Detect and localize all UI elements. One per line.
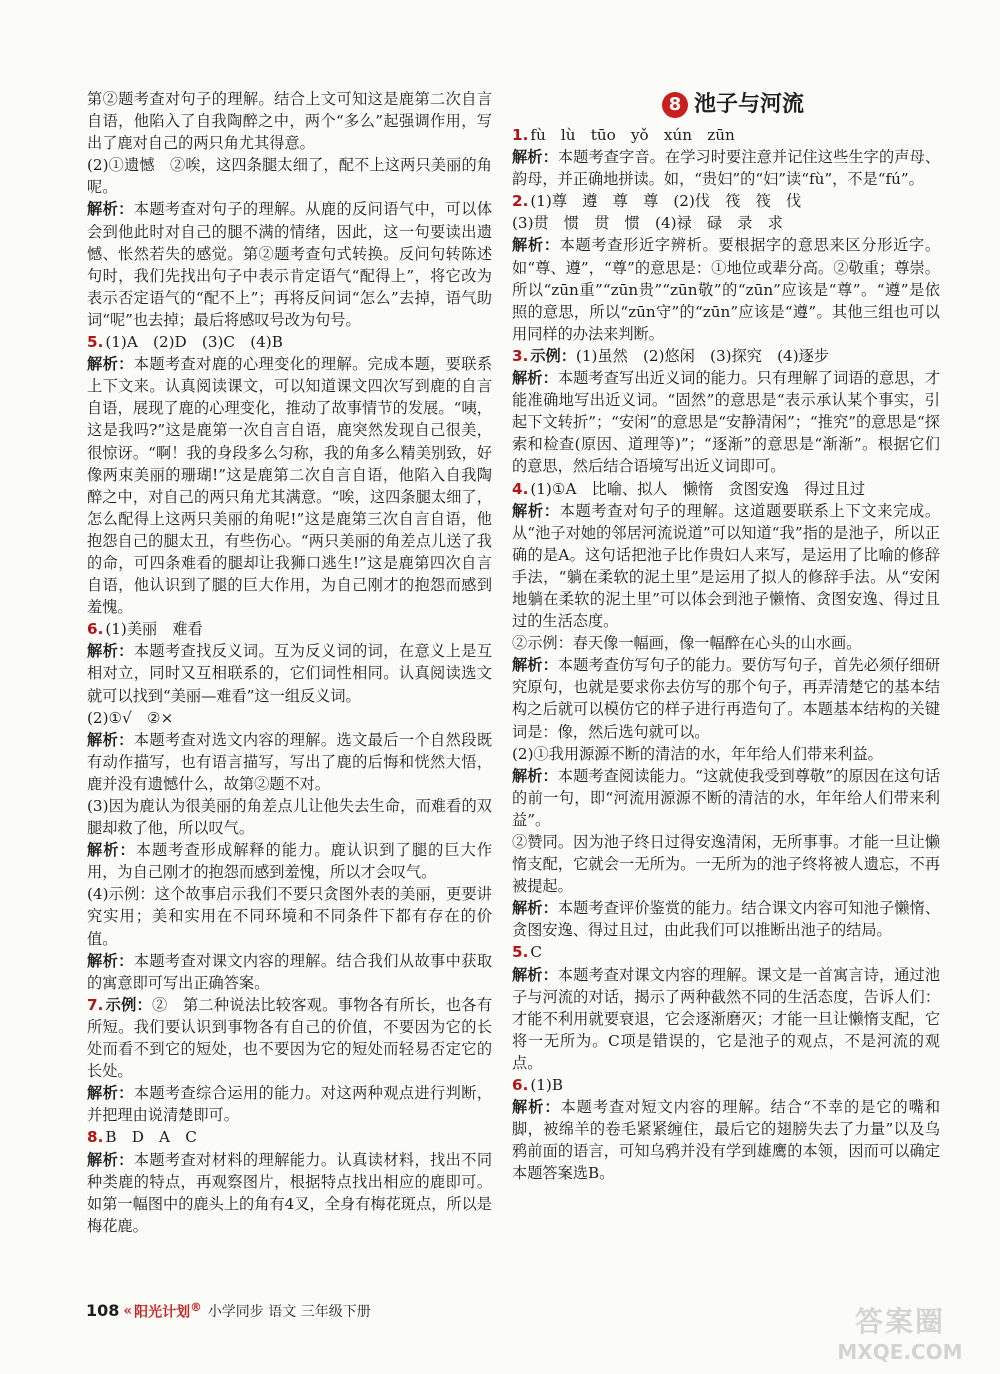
answer-text: fù lù tūo yǒ xún zūn xyxy=(530,126,735,144)
answer-text: (3)因为鹿认为很美丽的角差点儿让他失去生命，而难看的双腿却救了他，所以叹气。 xyxy=(87,797,492,838)
answer-label: 解析： xyxy=(87,951,134,970)
answer-text: 本题考查对课文内容的理解。结合我们从故事中获取的寓意即可写出正确答案。 xyxy=(87,951,493,992)
watermark-logo xyxy=(820,1300,980,1364)
question-number: 1. xyxy=(512,126,529,144)
answer-paragraph xyxy=(512,478,940,500)
answer-paragraph xyxy=(512,190,940,212)
answer-paragraph xyxy=(512,654,940,742)
answer-text: (2)①√ ②× xyxy=(87,708,174,727)
answer-label: 示例： xyxy=(105,995,153,1014)
question-number: 4. xyxy=(512,479,529,498)
answer-label: 解析： xyxy=(87,200,134,219)
answer-text: 本题考查对鹿的心理变化的理解。完成本题，要联系上下文来。认真阅读课文，可以知道课文四次写到鹿的自言自语，展现了鹿的心理变化，推动了故事情节的发展。“咦，这是我吗?”这是鹿第一次自言自语，鹿突然发现自己很美，很惊讶。“啊！我的身段多么匀称，我的角多么精美别致，好像两束美丽的珊瑚!”这是鹿第二次自言自语，他陷入自我陶醉之中，对自己的两只角尤其满意。“唉，这四条腿太细了，怎么配得上这两只美丽的角呢!”这是鹿第三次自言自语，他抱怨自己的腿太丑，有些伤心。“两只美丽的角差点儿送了我的命，可四条难看的腿却让我狮口逃生!”这是鹿第四次自言自语，他认识到了腿的巨大作用，为自己刚才的抱怨而感到羞愧。 xyxy=(87,355,493,617)
answer-text: (4)示例：这个故事启示我们不要只贪图外表的美丽，更要讲究实用；美和实用在不同环境和不同条件下都有存在的价值。 xyxy=(87,885,492,948)
question-number: 6. xyxy=(512,1076,529,1095)
answer-paragraph xyxy=(512,234,940,344)
answer-text: ②赞同。因为池子终日过得安逸清闲，无所事事。才能一旦让懒惰支配，它就会一无所为。一无所为的池子终将被人遗忘，不再被提起。 xyxy=(512,833,940,896)
answer-text: (1)A (2)D (3)C (4)B xyxy=(105,333,283,352)
section-number-badge: 8 xyxy=(662,92,688,118)
answer-paragraph xyxy=(512,765,940,831)
answer-label: 解析： xyxy=(87,1084,134,1103)
answer-text: B D A C xyxy=(105,1128,197,1147)
answer-label: 解析： xyxy=(87,730,134,749)
answer-text: 本题考查写出近义词的能力。只有理解了词语的意思，才能准确地写出近义词。“固然”的意思是“表示承认某个事实，引起下文转折”；“安闲”的意思是“安静清闲”；“推究”的意思是“探索和检查(原因、道理等)”；“逐渐”的意思是“渐渐”。根据它们的意思，然后结合语境写出近义词即可。 xyxy=(512,369,941,476)
answer-label: 解析： xyxy=(87,355,134,374)
answer-label: 解析： xyxy=(87,1150,134,1169)
answer-paragraph xyxy=(512,345,940,367)
answer-paragraph xyxy=(87,198,492,331)
answer-text: (3)贯 惯 贯 惯 (4)禄 碌 录 求 xyxy=(512,214,783,233)
answer-text: 本题考查仿写句子的能力。要仿写句子，首先必须仔细研究原句，也就是要求你去仿写的那个句子，再弄清楚它的基本结构之后就可以模仿它的样子进行再造句了。本题基本结构的关键词是：像，然后选句就可以。 xyxy=(512,656,941,741)
answer-paragraph xyxy=(87,950,492,994)
question-number: 7. xyxy=(87,995,104,1014)
right-column xyxy=(512,90,940,1185)
answer-paragraph xyxy=(512,1074,940,1096)
answer-text: (1)美丽 难看 xyxy=(105,620,203,639)
question-number: 6. xyxy=(87,620,104,639)
answer-text: (1)B xyxy=(530,1076,564,1095)
page-footer xyxy=(86,1300,371,1322)
answer-paragraph xyxy=(512,1096,940,1184)
double-chevron-icon: « xyxy=(123,1302,133,1319)
answer-paragraph xyxy=(87,707,492,729)
answer-text: 本题考查综合运用的能力。对这两种观点进行判断，并把理由说清楚即可。 xyxy=(87,1084,493,1125)
page-number: 108 xyxy=(86,1301,120,1321)
question-number: 2. xyxy=(512,192,529,211)
brand-name: 阳光计划® xyxy=(134,1300,202,1321)
answer-text: 第②题考查对句子的理解。结合上文可知这是鹿第二次自言自语，他陷入了自我陶醉之中，两个“多么”起强调作用，写出了鹿对自己的两只角尤其得意。 xyxy=(87,90,492,153)
watermark-text-bottom: MXQE.COM xyxy=(837,1340,963,1364)
answer-paragraph xyxy=(87,331,492,353)
left-column xyxy=(87,88,492,1237)
answer-text: (1)尊 遵 尊 尊 (2)伐 筏 筏 伐 xyxy=(530,192,802,211)
answer-text: 本题考查对句子的理解。这道题要联系上下文来完成。从“池子对她的邻居河流说道”可以知道“我”指的是池子，所以正确的是A。这句话把池子比作贵妇人来写，是运用了比喻的修辞手法，“躺在柔软的泥土里”是运用了拟人的修辞手法。从“安闲地躺在柔软的泥土里”可以体会到池子懒惰、贪图安逸、得过且过的生活态度。 xyxy=(512,501,941,631)
answer-label: 解析： xyxy=(512,1098,561,1117)
answer-paragraph xyxy=(512,941,940,963)
answer-paragraph xyxy=(87,618,492,640)
answer-text: ② 第二种说法比较客观。事物各有所长，也各有所短。我们要认识到事物各有自己的价值，不要因为它的长处而看不到它的短处，也不要因为它的短处而轻易否定它的长处。 xyxy=(87,995,493,1081)
answer-paragraph xyxy=(87,1126,492,1148)
question-number: 5. xyxy=(512,943,529,962)
answer-paragraph xyxy=(87,1082,492,1126)
answer-text: 本题考查对短文内容的理解。结合“不幸的是它的嘴和脚，被绵羊的卷毛紧紧缠住，最后它的翅膀失去了力量”以及乌鸦前面的语言，可知乌鸦并没有学到雄鹰的本领，因而可以确定本题答案选B。 xyxy=(512,1098,941,1183)
answer-text: 本题考查阅读能力。“这就使我受到尊敬”的原因在这句话的前一句，即“河流用源源不断的清洁的水，年年给人们带来利益”。 xyxy=(512,766,941,829)
answer-paragraph xyxy=(87,729,492,795)
answer-paragraph xyxy=(512,124,940,146)
answer-text: C xyxy=(530,943,542,962)
answer-paragraph xyxy=(512,146,940,190)
answer-text: (1)虽然 (2)悠闲 (3)探究 (4)逐步 xyxy=(575,346,830,365)
answer-text: 本题考查对句子的理解。从鹿的反问语气中，可以体会到他此时对自己的腿不满的情绪，因此，这一句要读出遗憾、怅然若失的感觉。第②题考查句式转换。反问句转陈述句时，我们先找出句子中表示肯定语气“配得上”，将它改为表示否定语气的“配不上”；再将反问词“怎么”去掉，语气助词“呢”也去掉；最后将感叹号改为句号。 xyxy=(87,200,493,329)
right-column-body xyxy=(512,124,940,1185)
answer-text: 本题考查找反义词。互为反义词的词，在意义上是互相对立，同时又互相联系的，它们词性相同。认真阅读选文就可以找到“美丽—难看”这一组反义词。 xyxy=(87,642,493,705)
answer-label: 解析： xyxy=(512,656,558,675)
answer-paragraph xyxy=(87,1149,492,1237)
question-number: 5. xyxy=(87,333,104,352)
answer-text: (2)①我用源源不断的清洁的水，年年给人们带来利益。 xyxy=(512,744,883,763)
question-number: 8. xyxy=(87,1128,104,1147)
answer-label: 解析： xyxy=(512,148,558,167)
section-title: 池子与河流 xyxy=(694,91,805,117)
answer-paragraph xyxy=(87,353,492,618)
answer-paragraph xyxy=(87,640,492,706)
answer-paragraph xyxy=(512,367,940,477)
answer-text: 本题考查形近字辨析。要根据字的意思来区分形近字。如“尊、遵”，“尊”的意思是：①地位或辈分高。②敬重；尊崇。所以“zūn重”“zūn贵”“zūn敬”的“zūn”应该是“尊”。“遵”是依照的意思，所以“zūn守”的“zūn”应该是“遵”。其他三组也可以用同样的办法来判断。 xyxy=(512,236,941,343)
answer-label: 解析： xyxy=(87,642,134,661)
answer-text: 本题考查字音。在学习时要注意并记住这些生字的声母、韵母，并正确地拼读。如，“贵妇”的“妇”读“fù”，不是“fú”。 xyxy=(512,148,941,189)
answer-paragraph xyxy=(87,883,492,949)
answer-text: 本题考查形成解释的能力。鹿认识到了腿的巨大作用，为自己刚才的抱怨而感到羞愧，所以才会叹气。 xyxy=(87,841,493,882)
answer-paragraph xyxy=(512,500,940,633)
answer-paragraph xyxy=(512,212,940,234)
answer-label: 解析： xyxy=(512,899,558,918)
answer-paragraph xyxy=(87,88,492,154)
question-number: 3. xyxy=(512,346,529,365)
answer-label: 示例： xyxy=(530,346,576,365)
answer-text: (1)①A 比喻、拟人 懒惰 贪图安逸 得过且过 xyxy=(530,479,866,498)
answer-paragraph xyxy=(512,743,940,765)
answer-text: (2)①遗憾 ②唉，这四条腿太细了，配不上这两只美丽的角呢。 xyxy=(87,156,492,197)
book-subtitle: 小学同步 语文 三年级下册 xyxy=(207,1303,371,1320)
answer-paragraph xyxy=(512,632,940,654)
answer-paragraph xyxy=(87,839,492,883)
answer-label: 解析： xyxy=(512,236,560,255)
answer-label: 解析： xyxy=(512,501,560,520)
answer-paragraph xyxy=(512,897,940,941)
section-header xyxy=(662,90,940,120)
answer-text: 本题考查对选文内容的理解。选文最后一个自然段既有动作描写，也有语言描写，写出了鹿的后悔和恍然大悟，鹿并没有遗憾什么，故第②题不对。 xyxy=(87,730,493,793)
answer-label: 解析： xyxy=(512,369,558,388)
answer-paragraph xyxy=(512,964,940,1074)
answer-label: 解析： xyxy=(87,841,136,860)
answer-paragraph xyxy=(87,154,492,198)
answer-label: 解析： xyxy=(512,965,558,984)
watermark-text-top: 答案圈 xyxy=(854,1305,945,1338)
answer-paragraph xyxy=(87,795,492,839)
answer-label: 解析： xyxy=(512,766,558,785)
answer-text: 本题考查对材料的理解能力。认真读材料，找出不同种类鹿的特点，再观察图片，根据特点找出相应的鹿即可。如第一幅图中的鹿头上的角有4叉，全身有梅花斑点，所以是梅花鹿。 xyxy=(87,1150,493,1235)
answer-text: ②示例：春天像一幅画，像一幅醉在心头的山水画。 xyxy=(512,634,862,653)
answer-paragraph xyxy=(512,831,940,897)
answer-text: 本题考查评价鉴赏的能力。结合课文内容可知池子懒惰、贪图安逸、得过且过，由此我们可以推断出池子的结局。 xyxy=(512,899,941,940)
answer-text: 本题考查对课文内容的理解。课文是一首寓言诗，通过池子与河流的对话，揭示了两种截然不同的生活态度，告诉人们：才能不利用就要衰退，它会逐渐磨灭；才能一旦让懒惰支配，它将一无所为。C项是错误的，它是池子的观点，不是河流的观点。 xyxy=(512,965,941,1072)
answer-paragraph xyxy=(87,994,492,1082)
